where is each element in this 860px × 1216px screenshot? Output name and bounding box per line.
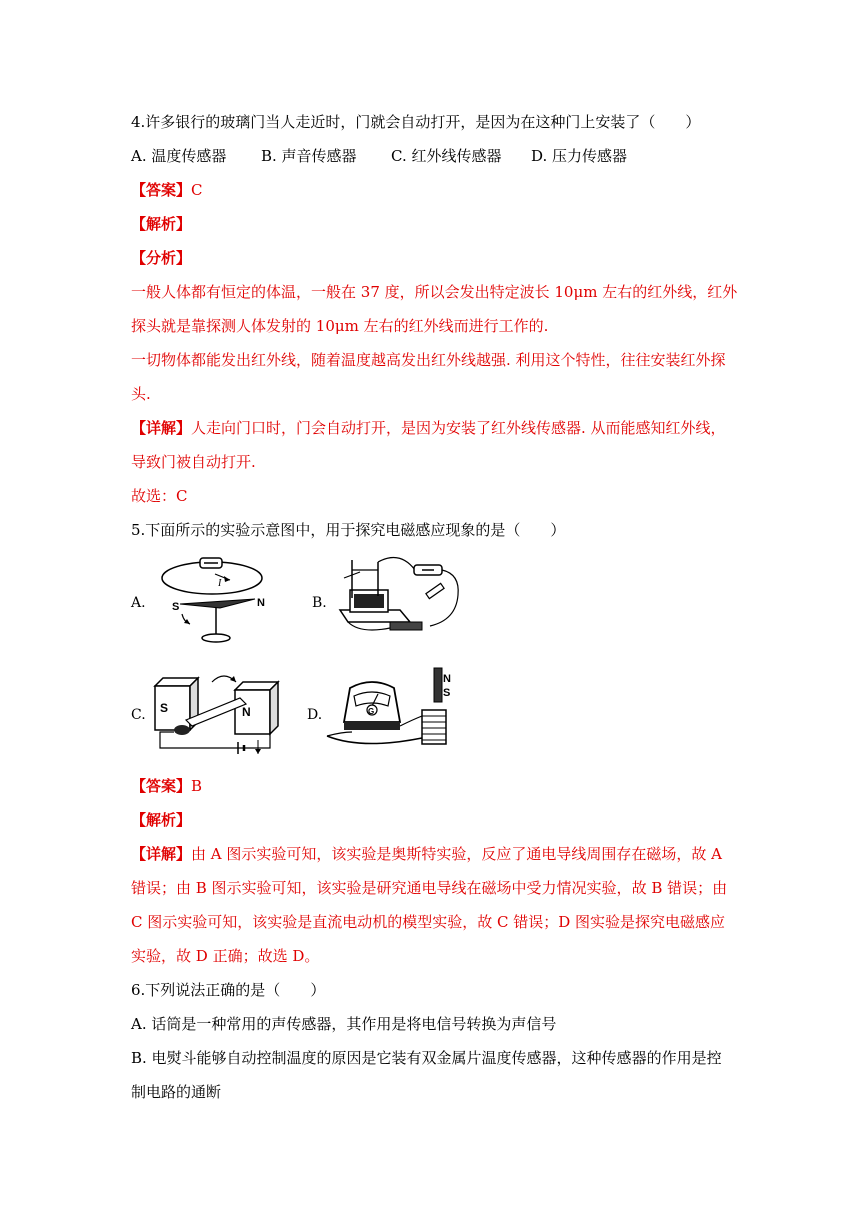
- q5-answer: [131, 776, 202, 796]
- figure-b-ampere-force: [330, 550, 470, 640]
- q5-detail-line: C 图示实验可知，该实验是直流电动机的模型实验，故 C 错误；D 图实验是探究电磁感应: [131, 913, 726, 931]
- fig-d-s: S: [443, 687, 451, 699]
- q6-option-b: B. 电熨斗能够自动控制温度的原因是它装有双金属片温度传感器，这种传感器的作用是控: [131, 1049, 722, 1067]
- answer-tag: 【答案】: [131, 777, 192, 795]
- q4-detail: [131, 418, 726, 438]
- q4-option-d: D. 压力传感器: [531, 147, 628, 165]
- q4-analysis-tag: 【解析】: [131, 215, 192, 233]
- figure-d-drawing: [322, 666, 462, 756]
- q5-detail-line: 错误；由 B 图示实验可知，该实验是研究通电导线在磁场中受力情况实验，故 B 错误；由: [131, 879, 728, 897]
- q6-option-a: A. 话筒是一种常用的声传感器，其作用是将电信号转换为声信号: [131, 1015, 557, 1033]
- q6-stem: 6.下列说法正确的是（ ）: [131, 981, 326, 999]
- figure-c-drawing: [150, 668, 280, 758]
- detail-tag: 【详解】: [131, 845, 192, 863]
- q4-option-c: C. 红外线传感器: [391, 147, 502, 165]
- answer-tag: 【答案】: [131, 181, 192, 199]
- figure-a-drawing: [160, 556, 270, 646]
- figure-b-label: B.: [312, 595, 327, 611]
- answer-value: B: [191, 777, 203, 795]
- q4-fenxi-line: 头.: [131, 385, 151, 403]
- figure-b-drawing: [330, 550, 470, 640]
- detail-text: 由 A 图示实验可知，该实验是奥斯特实验，反应了通电导线周围存在磁场，故 A: [191, 845, 722, 863]
- q5-stem: 5.下面所示的实验示意图中，用于探究电磁感应现象的是（ ）: [131, 521, 566, 539]
- figure-d-label: D.: [307, 707, 323, 723]
- q4-choice: 故选：C: [131, 487, 188, 505]
- q4-detail-line: 导致门被自动打开.: [131, 453, 256, 471]
- q4-fenxi-line: 一切物体都能发出红外线，随着温度越高发出红外线越强. 利用这个特性，往往安装红外探: [131, 351, 726, 369]
- q4-fenxi-line: 一般人体都有恒定的体温，一般在 37 度，所以会发出特定波长 10μm 左右的红外线，红外: [131, 283, 738, 301]
- q6-option-b-cont: 制电路的通断: [131, 1083, 222, 1101]
- fig-a-n: N: [257, 597, 265, 609]
- detail-tag: 【详解】: [131, 419, 192, 437]
- figure-a-oersted: [160, 556, 270, 646]
- figure-d-induction: [322, 666, 462, 756]
- q5-detail-line: 实验，故 D 正确；故选 D。: [131, 947, 320, 965]
- q4-fenxi-tag: 【分析】: [131, 249, 192, 267]
- q4-stem: 4.许多银行的玻璃门当人走近时，门就会自动打开，是因为在这种门上安装了（ ）: [131, 113, 701, 131]
- detail-text: 人走向门口时，门会自动打开，是因为安装了红外线传感器. 从而能感知红外线，: [191, 419, 726, 437]
- q4-fenxi-line: 探头就是靠探测人体发射的 10μm 左右的红外线而进行工作的.: [131, 317, 549, 335]
- q4-option-b: B. 声音传感器: [261, 147, 357, 165]
- q5-analysis-tag: 【解析】: [131, 811, 192, 829]
- fig-c-n: N: [242, 705, 251, 719]
- fig-d-n: N: [443, 673, 451, 685]
- q4-option-a: A. 温度传感器: [131, 147, 227, 165]
- figure-c-label: C.: [131, 707, 146, 723]
- fig-c-s: S: [160, 701, 169, 715]
- q4-answer: [131, 180, 203, 200]
- q5-detail: [131, 844, 722, 864]
- figure-c-motor: [150, 668, 280, 758]
- answer-value: C: [191, 181, 203, 199]
- fig-a-i: I: [218, 578, 222, 589]
- fig-d-g: G: [368, 707, 375, 716]
- q4-options: [131, 146, 627, 166]
- figure-a-label: A.: [131, 595, 146, 611]
- fig-a-s: S: [172, 601, 180, 613]
